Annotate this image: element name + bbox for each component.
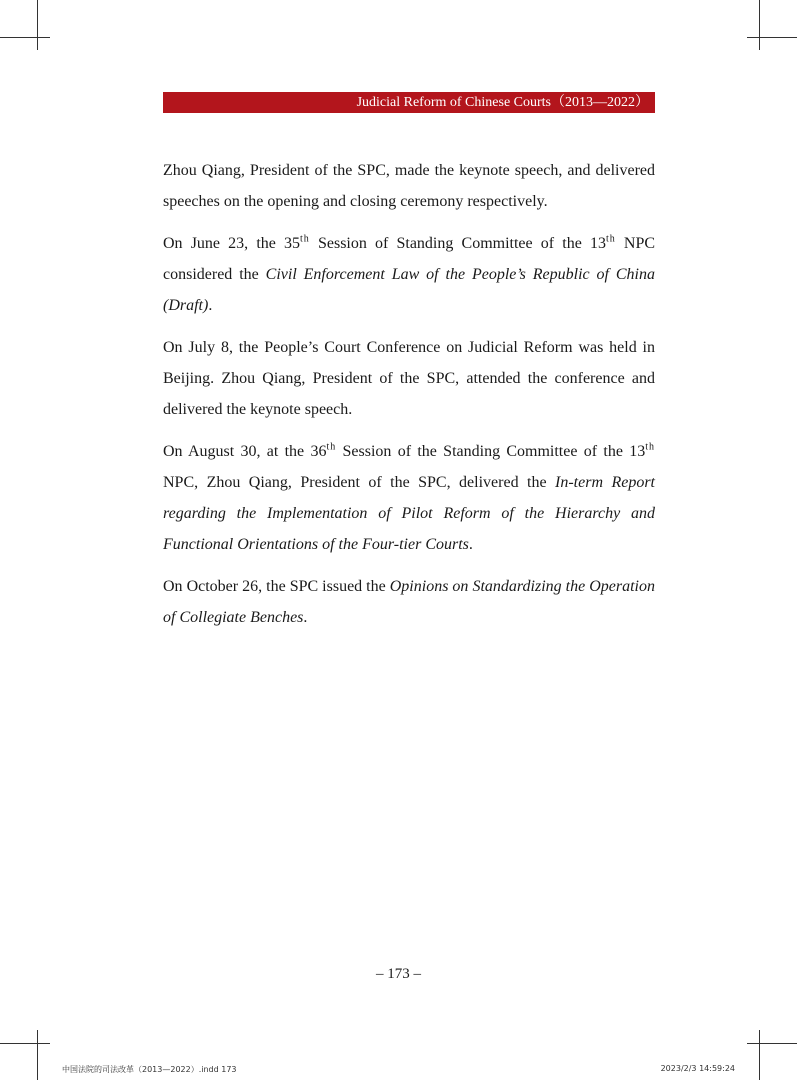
paragraph-october-26: On October 26, the SPC issued the Opinions on Standardizing the Operation of Collegiate Benches.	[163, 578, 655, 626]
body-text	[163, 155, 655, 644]
crop-mark-top-right	[759, 0, 760, 50]
print-slug-date: 2023/2/3 14:59:24	[660, 1064, 735, 1073]
paragraph-august-30: On August 30, at the 36th Session of the Standing Committee of the 13th NPC, Zhou Qiang, President of the SPC, delivered the In-term Report regarding the Implementation of Pilot Reform of the Hierarchy and Functional Orientations of the Four-tier Courts.	[163, 441, 655, 553]
paragraph-june-23: On June 23, the 35th Session of Standing Committee of the 13th NPC considered the Civil Enforcement Law of the People’s Republic of China (Draft).	[163, 233, 656, 314]
paragraph-keynote: Zhou Qiang, President of the SPC, made the keynote speech, and delivered speeches on the opening and closing ceremony respectively.	[163, 162, 655, 210]
page-number: – 173 –	[376, 966, 421, 982]
crop-mark-bottom-right	[759, 1030, 760, 1080]
crop-mark-bottom-left	[37, 1030, 38, 1080]
opinions-title: Opinions on Standardizing the Operation of Collegiate Benches	[163, 578, 655, 626]
crop-mark-bottom-right	[747, 1043, 797, 1044]
crop-mark-bottom-left	[0, 1043, 50, 1044]
running-header-title: Judicial Reform of Chinese Courts（2013—2022）	[356, 95, 649, 110]
crop-mark-top-right	[747, 37, 797, 38]
paragraph-july-8: On July 8, the People’s Court Conference on Judicial Reform was held in Beijing. Zhou Qiang, President of the SPC, attended the conference and delivered the keynote speech.	[163, 339, 655, 418]
crop-mark-top-left	[0, 37, 50, 38]
print-slug-file: 中国法院的司法改革（2013—2022）.indd 173	[62, 1065, 237, 1074]
law-title: Civil Enforcement Law of the People’s Republic of China (Draft)	[163, 266, 656, 314]
crop-mark-top-left	[37, 0, 38, 50]
report-title: In-term Report regarding the Implementation of Pilot Reform of the Hierarchy and Functional Orientations of the Four-tier Courts	[163, 474, 655, 553]
running-header	[163, 92, 655, 113]
